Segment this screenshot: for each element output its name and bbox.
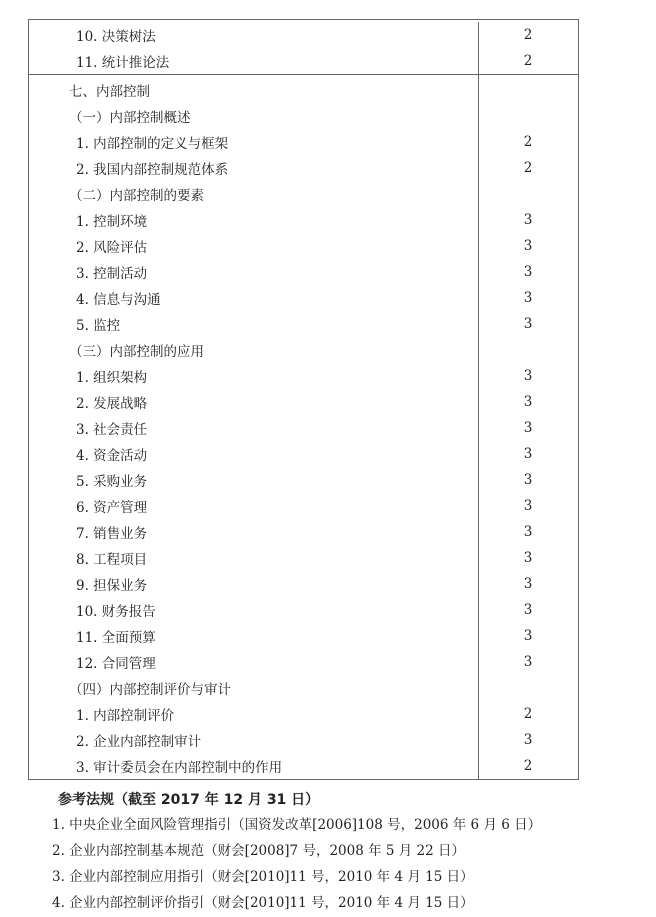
row-hours: 3: [523, 524, 533, 540]
row-title: （一）内部控制概述: [69, 110, 191, 126]
row-title: 2. 风险评估: [76, 240, 148, 256]
row-title: （三）内部控制的应用: [69, 344, 204, 360]
table-row: [29, 753, 578, 779]
row-hours: 3: [523, 446, 533, 462]
table-row: [29, 675, 578, 701]
table-row: [29, 545, 578, 571]
table-row: [29, 415, 578, 441]
row-title: 11. 全面预算: [76, 630, 156, 646]
table-row: [29, 493, 578, 519]
row-title: 10. 财务报告: [76, 604, 156, 620]
row-hours: 3: [523, 576, 533, 592]
row-hours: 3: [523, 264, 533, 280]
row-title: 4. 信息与沟通: [76, 292, 161, 308]
row-title: 1. 控制环境: [76, 214, 148, 230]
table-section-internal-control: [29, 74, 578, 779]
row-hours: 2: [523, 53, 533, 69]
table-row: [29, 337, 578, 363]
row-hours: 2: [523, 160, 533, 176]
row-hours: 3: [523, 316, 533, 332]
table-row: [29, 181, 578, 207]
table-row: [29, 233, 578, 259]
reference-item: 1. 中央企业全面风险管理指引（国资发改革[2006]108 号，2006 年 6 月 6 日）: [52, 817, 542, 833]
reference-item: 3. 企业内部控制应用指引（财会[2010]11 号，2010 年 4 月 15 日）: [52, 869, 474, 885]
table-row: [29, 285, 578, 311]
row-title: 1. 内部控制评价: [76, 708, 175, 724]
row-title: 2. 发展战略: [76, 396, 148, 412]
row-hours: 3: [523, 602, 533, 618]
table-row: [29, 259, 578, 285]
row-title: 七、内部控制: [69, 84, 150, 100]
row-hours: 2: [523, 27, 533, 43]
table-row: [29, 103, 578, 129]
row-title: 3. 审计委员会在内部控制中的作用: [76, 760, 283, 776]
table-row: [29, 363, 578, 389]
syllabus-table: [28, 19, 579, 780]
row-title: 1. 内部控制的定义与框架: [76, 136, 229, 152]
row-hours: 3: [523, 472, 533, 488]
row-title: （二）内部控制的要素: [69, 188, 204, 204]
table-row: [29, 701, 578, 727]
references: [52, 788, 541, 916]
row-title: 6. 资产管理: [76, 500, 148, 516]
table-row: [29, 623, 578, 649]
reference-item: 4. 企业内部控制评价指引（财会[2010]11 号，2010 年 4 月 15 日）: [52, 895, 474, 911]
row-title: 4. 资金活动: [76, 448, 148, 464]
row-title: 2. 企业内部控制审计: [76, 734, 202, 750]
row-title: 9. 担保业务: [76, 578, 148, 594]
table-section-prev: [29, 22, 578, 74]
row-hours: 3: [523, 238, 533, 254]
row-title: （四）内部控制评价与审计: [69, 682, 231, 698]
row-hours: 3: [523, 368, 533, 384]
table-row: [29, 22, 578, 48]
row-title: 11. 统计推论法: [76, 55, 170, 71]
table-row: [29, 77, 578, 103]
table-row: [29, 389, 578, 415]
row-title: 5. 监控: [76, 318, 121, 334]
row-hours: 3: [523, 654, 533, 670]
row-title: 8. 工程项目: [76, 552, 148, 568]
table-row: [29, 207, 578, 233]
row-hours: 3: [523, 420, 533, 436]
row-title: 7. 销售业务: [76, 526, 148, 542]
references-title: 参考法规（截至 2017 年 12 月 31 日）: [58, 792, 320, 808]
row-hours: 2: [523, 758, 533, 774]
table-row: [29, 441, 578, 467]
row-hours: 3: [523, 550, 533, 566]
row-title: 3. 社会责任: [76, 422, 148, 438]
row-hours: 3: [523, 498, 533, 514]
table-row: [29, 311, 578, 337]
row-hours: 3: [523, 290, 533, 306]
table-row: [29, 571, 578, 597]
table-row: [29, 155, 578, 181]
row-hours: 3: [523, 212, 533, 228]
table-row: [29, 519, 578, 545]
row-title: 2. 我国内部控制规范体系: [76, 162, 229, 178]
row-title: 1. 组织架构: [76, 370, 148, 386]
row-hours: 3: [523, 628, 533, 644]
row-title: 5. 采购业务: [76, 474, 148, 490]
table-row: [29, 597, 578, 623]
table-row: [29, 727, 578, 753]
table-row: [29, 649, 578, 675]
row-title: 3. 控制活动: [76, 266, 148, 282]
reference-item: 2. 企业内部控制基本规范（财会[2008]7 号，2008 年 5 月 22 日）: [52, 843, 466, 859]
table-row: [29, 48, 578, 74]
row-hours: 2: [523, 706, 533, 722]
row-hours: 3: [523, 394, 533, 410]
row-hours: 2: [523, 134, 533, 150]
table-row: [29, 129, 578, 155]
row-title: 10. 决策树法: [76, 29, 156, 45]
row-hours: 3: [523, 732, 533, 748]
row-title: 12. 合同管理: [76, 656, 156, 672]
table-row: [29, 467, 578, 493]
